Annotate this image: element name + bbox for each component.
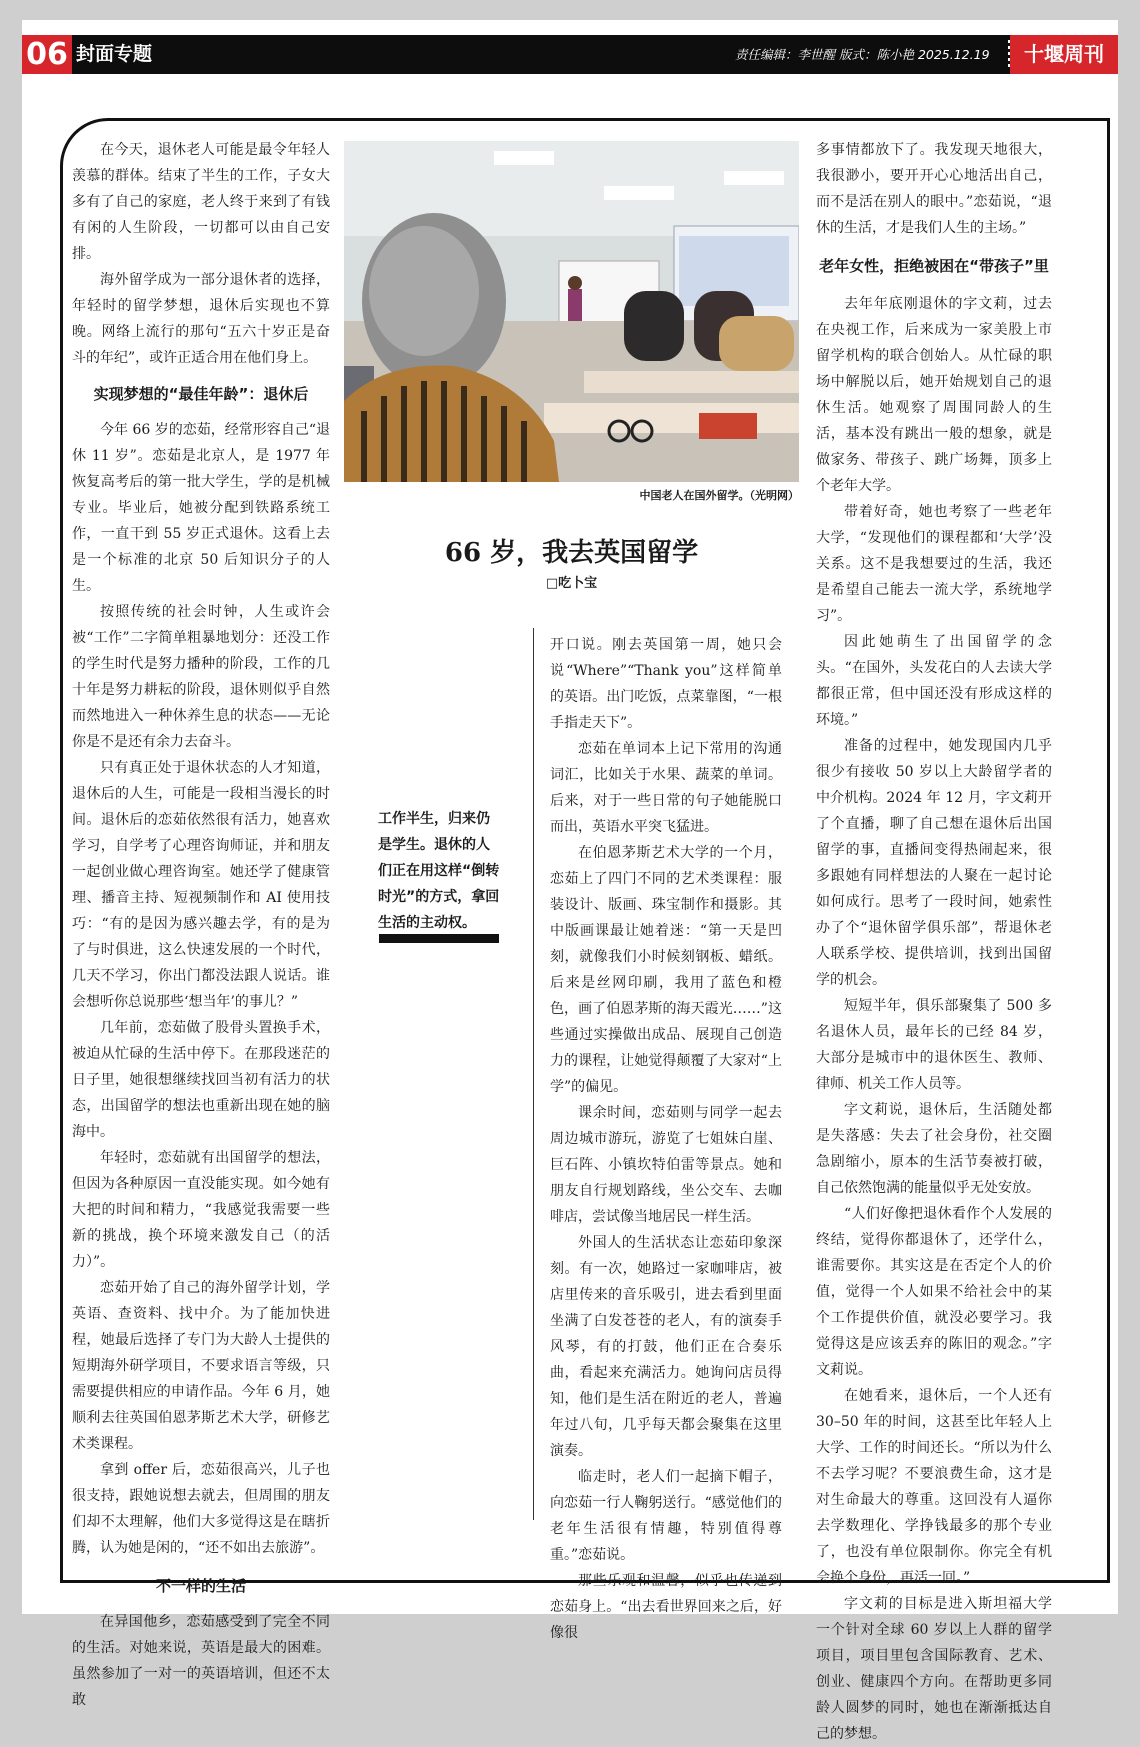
- paragraph: 恋茹在单词本上记下常用的沟通词汇，比如关于水果、蔬菜的单词。后来，对于一些日常的句子她能脱口而出，英语水平突飞猛进。: [550, 741, 782, 835]
- paragraph: 海外留学成为一部分退休者的选择，年轻时的留学梦想，退休后实现也不算晚。网络上流行的那句“五六十岁正是奋斗的年纪”，或许正适合用在他们身上。: [72, 272, 330, 366]
- column-1: [72, 137, 330, 1713]
- paragraph: 字文莉说，退休后，生活随处都是失落感：失去了社会身份，社交圈急剧缩小，原本的生活节奏被打破，自己依然饱满的能量似乎无处安放。: [816, 1102, 1052, 1196]
- column-divider: [533, 628, 534, 1520]
- paragraph: 在今天，退休老人可能是最令年轻人羡慕的群体。结束了半生的工作，子女大多有了自己的家庭，老人终于来到了有钱有闲的人生阶段，一切都可以由自己安排。: [72, 142, 330, 262]
- paragraph: 恋茹开始了自己的海外留学计划，学英语、查资料、找中介。为了能加快进程，她最后选择了专门为大龄人士提供的短期海外研学项目，不要求语言等级，只需要提供相应的申请作品。今年 6 月，她顺利去往英国伯恩茅斯艺术大学，研修艺术类课程。: [72, 1280, 330, 1452]
- paragraph: 只有真正处于退休状态的人才知道，退休后的人生，可能是一段相当漫长的时间。退休后的恋茹依然很有活力，她喜欢学习，自学考了心理咨询师证，并和朋友一起创业做心理咨询室。她还学了健康管理、播音主持、短视频制作和 AI 使用技巧：“有的是因为感兴趣去学，有的是为了与时俱进，这么快速发展的一个时代，几天不学习，你出门都没法跟人说话。谁会想听你总说那些‘想当年’的事儿？”: [72, 760, 330, 1010]
- paragraph: 拿到 offer 后，恋茹很高兴，儿子也很支持，跟她说想去就去，但周围的朋友们却不太理解，他们大多觉得这是在瞎折腾，认为她是闲的，“还不如出去旅游”。: [72, 1462, 330, 1556]
- paragraph: 在伯恩茅斯艺术大学的一个月，恋茹上了四门不同的艺术类课程：服装设计、版画、珠宝制作和摄影。其中版画课最让她着迷：“第一天是凹刻，就像我们小时候刻钢板、蜡纸。后来是丝网印刷，我用了蓝色和橙色，画了伯恩茅斯的海天霞光……”这些通过实操做出成品、展现自己创造力的课程，让她觉得颠覆了大家对“上学”的偏见。: [550, 845, 782, 1095]
- paragraph: 字文莉的目标是进入斯坦福大学一个针对全球 60 岁以上人群的留学项目，项目里包含国际教育、艺术、创业、健康四个方向。在帮助更多同龄人圆梦的同时，她也在渐渐抵达自己的梦想。: [816, 1596, 1052, 1742]
- editor-credits: 责任编辑：李世醒 版式：陈小艳 2025.12.19: [735, 47, 990, 62]
- newspaper-brand: 十堰周刊: [1010, 35, 1118, 74]
- paragraph: 带着好奇，她也考察了一些老年大学，“发现他们的课程都和‘大学’没关系。这不是我想要过的生活，我还是希望自己能去一流大学，系统地学习”。: [816, 504, 1052, 624]
- paragraph: 今年 66 岁的恋茹，经常形容自己“退休 11 岁”。恋茹是北京人，是 1977 年恢复高考后的第一批大学生，学的是机械专业。毕业后，她被分配到铁路系统工作，一直干到 55 岁正式退休。这看上去是一个标准的北京 50 后知识分子的人生。: [72, 422, 330, 594]
- pull-quote: 工作半生，归来仍是学生。退休的人们正在用这样“倒转时光”的方式，拿回生活的主动权。: [378, 811, 500, 931]
- paragraph: 外国人的生活状态让恋茹印象深刻。有一次，她路过一家咖啡店，被店里传来的音乐吸引，进去看到里面坐满了白发苍苍的老人，有的演奏手风琴，有的打鼓，他们正在合奏乐曲，看起来充满活力。她询问店员得知，他们是生活在附近的老人，普遍年过八旬，几乎每天都会聚集在这里演奏。: [550, 1235, 782, 1459]
- paragraph: 准备的过程中，她发现国内几乎很少有接收 50 岁以上大龄留学者的中介机构。2024 年 12 月，字文莉开了个直播，聊了自己想在退休后出国留学的事，直播间变得热闹起来，很多跟她有同样想法的人聚在一起讨论如何成行。思考了一段时间，她索性办了个“退休留学俱乐部”，帮退休老人联系学校、提供培训，找到出国留学的机会。: [816, 738, 1052, 988]
- paragraph: 年轻时，恋茹就有出国留学的想法，但因为各种原因一直没能实现。如今她有大把的时间和精力，“我感觉我需要一些新的挑战，换个环境来激发自己（的活力）”。: [72, 1150, 330, 1270]
- pull-quote-bar: [379, 934, 499, 943]
- paragraph: 去年年底刚退休的字文莉，过去在央视工作，后来成为一家美股上市留学机构的联合创始人。从忙碌的职场中解脱以后，她开始规划自己的退休生活。她观察了周围同龄人的生活，基本没有跳出一般的想象，就是做家务、带孩子、跳广场舞，顶多上个老年大学。: [816, 296, 1052, 494]
- paragraph: 因此她萌生了出国留学的念头。“在国外，头发花白的人去读大学都很正常，但中国还没有形成这样的环境。”: [816, 634, 1052, 728]
- article-photo: [344, 141, 799, 482]
- paragraph: 在她看来，退休后，一个人还有 30–50 年的时间，这甚至比年轻人上大学、工作的时间还长。“所以为什么不去学习呢？不要浪费生命，这才是对生命最大的尊重。这回没有人逼你去学数理化、学挣钱最多的那个专业了，也没有单位限制你。你完全有机会换个身份，再活一回。”: [816, 1388, 1052, 1586]
- page-number: 06: [22, 35, 72, 74]
- column-3: [816, 137, 1052, 1747]
- paragraph: 课余时间，恋茹则与同学一起去周边城市游玩，游览了七姐妹白崖、巨石阵、小镇坎特伯雷等景点。她和朋友自行规划路线，坐公交车、去咖啡店，尝试像当地居民一样生活。: [550, 1105, 782, 1225]
- paragraph: 按照传统的社会时钟，人生或许会被“工作”二字简单粗暴地划分：还没工作的学生时代是努力播种的阶段，工作的几十年是努力耕耘的阶段，退休则似乎自然而然地进入一种休养生息的状态——无论你是不是还有余力去奋斗。: [72, 604, 330, 750]
- subheading: 实现梦想的“最佳年龄”：退休后: [93, 385, 309, 403]
- column-2: [550, 632, 782, 1646]
- subheading: 不一样的生活: [155, 1577, 246, 1595]
- paragraph: 在异国他乡，恋茹感受到了完全不同的生活。对她来说，英语是最大的困难。虽然参加了一对一的英语培训，但还不太敢: [72, 1614, 330, 1708]
- section-title: 封面专题: [76, 43, 153, 65]
- article-title: 66 岁，我去英国留学: [444, 538, 699, 568]
- classroom-photo-illustration: [344, 141, 799, 482]
- paragraph: “人们好像把退休看作个人发展的终结，觉得你都退休了，还学什么，谁需要你。其实这是在否定个人的价值，觉得一个人如果不给社会中的某个工作提供价值，就没必要学习。我觉得这是应该丢弃的陈旧的观念。”字文莉说。: [816, 1206, 1052, 1378]
- subheading: 老年女性，拒绝被困在“带孩子”里: [819, 257, 1049, 275]
- paragraph: 临走时，老人们一起摘下帽子，向恋茹一行人鞠躬送行。“感觉他们的老年生活很有情趣，特别值得尊重。”恋茹说。: [550, 1469, 782, 1563]
- paragraph: 那些乐观和温馨，似乎也传递到恋茹身上。“出去看世界回来之后，好像很: [550, 1573, 782, 1641]
- paragraph: 开口说。刚去英国第一周，她只会说“Where”“Thank you”这样简单的英语。出门吃饭，点菜靠图，“一根手指走天下”。: [550, 637, 782, 731]
- paragraph: 短短半年，俱乐部聚集了 500 多名退休人员，最年长的已经 84 岁，大部分是城市中的退休医生、教师、律师、机关工作人员等。: [816, 998, 1052, 1092]
- paragraph: 几年前，恋茹做了股骨头置换手术，被迫从忙碌的生活中停下。在那段迷茫的日子里，她很想继续找回当初有活力的状态，出国留学的想法也重新出现在她的脑海中。: [72, 1020, 330, 1140]
- paragraph: 多事情都放下了。我发现天地很大，我很渺小，要开开心心地活出自己，而不是活在别人的眼中。”恋茹说，“退休的生活，才是我们人生的主场。”: [816, 142, 1052, 236]
- photo-caption: 中国老人在国外留学。（光明网）: [639, 489, 799, 502]
- article-byline: □吃卜宝: [545, 576, 598, 591]
